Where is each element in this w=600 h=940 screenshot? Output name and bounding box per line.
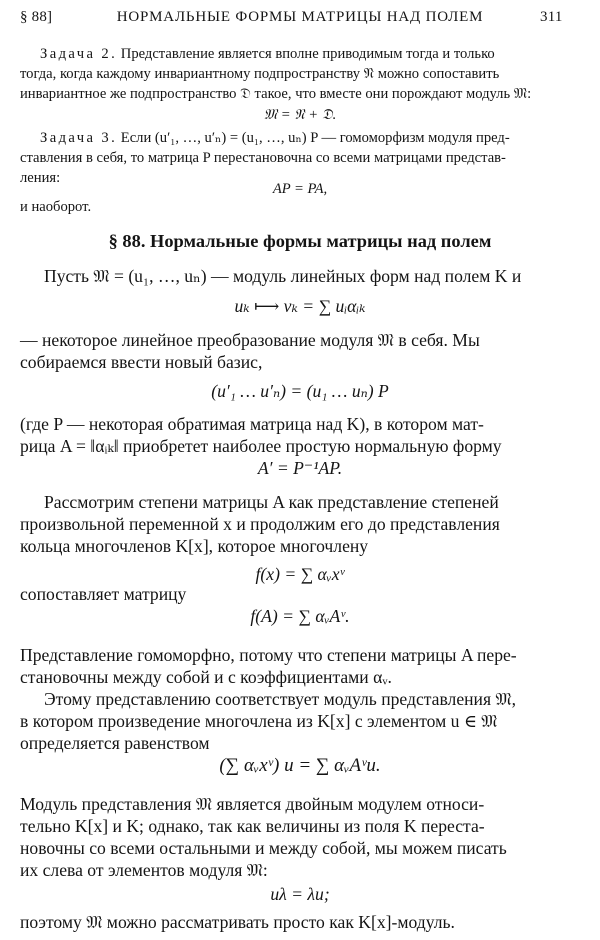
p1-line-4: (где P — некоторая обратимая матрица над K), в котором мат-	[20, 414, 484, 434]
formula-new-basis: (u′₁ … u′ₙ) = (u₁ … uₙ) P	[211, 381, 389, 401]
p5-line-3: новочны со всеми остальными и между собой, мы можем писать	[20, 838, 507, 858]
p5-line-1: Модуль представления 𝔐 является двойным модулем относи-	[20, 794, 485, 814]
section-heading: § 88. Нормальные формы матрицы над полем	[108, 231, 492, 251]
p3-line-1: Представление гомоморфно, потому что степени матрицы A пере-	[20, 645, 517, 665]
task2-line-1: Задача 2. Представление является вполне приводимым тогда и только	[40, 46, 495, 62]
task3-line-4: и наоборот.	[20, 199, 92, 215]
formula-transformation: uₖ ⟼ vₖ = ∑ uᵢαᵢₖ	[234, 296, 366, 316]
task3-line-3: ления:	[20, 170, 61, 186]
task3-line-2: ставления в себя, то матрица P перестановочна со всеми матрицами представ-	[20, 150, 506, 166]
p1-line-1: Пусть 𝔐 = (u₁, …, uₙ) — модуль линейных форм над полем K и	[44, 266, 522, 286]
task2-formula: 𝔐 = 𝔑 + 𝔇.	[263, 107, 337, 123]
p2-line-4: сопоставляет матрицу	[20, 584, 187, 604]
header-running-title: НОРМАЛЬНЫЕ ФОРМЫ МАТРИЦЫ НАД ПОЛЕМ	[116, 9, 484, 25]
task3-label: Задача 3.	[40, 130, 118, 146]
p3-line-2: становочны между собой и с коэффициентами αᵥ.	[20, 667, 392, 687]
header-page-number: 311	[540, 9, 563, 25]
task2-line-3: инвариантное же подпространство 𝔇 такое, что вместе они порождают модуль 𝔐:	[20, 86, 532, 102]
formula-commute: uλ = λu;	[270, 884, 330, 904]
p4-line-3: определяется равенством	[20, 733, 210, 753]
p1-line-5: рица A = ‖αᵢₖ‖ приобретет наиболее простую нормальную форму	[20, 436, 502, 456]
task2-line-2: тогда, когда каждому инвариантному подпространству 𝔑 можно сопоставить	[20, 66, 500, 82]
task2-label: Задача 2.	[40, 46, 118, 62]
p4-line-2: в котором произведение многочлена из K[x] с элементом u ∈ 𝔐	[20, 711, 498, 731]
task3-formula: AP = PA,	[272, 181, 328, 197]
header-section-mark: § 88]	[20, 9, 53, 25]
p1-line-2: — некоторое линейное преобразование модуля 𝔐 в себя. Мы	[20, 330, 480, 350]
p2-line-2: произвольной переменной x и продолжим его до представления	[20, 514, 500, 534]
task3-line-1: Задача 3. Если (u′₁, …, u′ₙ) = (u₁, …, uₙ) P — гомоморфизм модуля пред-	[40, 130, 510, 146]
p4-line-1: Этому представлению соответствует модуль представления 𝔐,	[44, 689, 517, 709]
p2-line-3: кольца многочленов K[x], которое многочлену	[20, 536, 369, 556]
p1-line-3: собираемся ввести новый базис,	[20, 352, 263, 372]
formula-module-product: (∑ αᵥxᵛ) u = ∑ αᵥAᵛu.	[219, 755, 381, 776]
formula-normal-form: A′ = P⁻¹AP.	[257, 458, 343, 478]
p5-line-2: тельно K[x] и K; однако, так как величины из поля K переста-	[20, 816, 485, 836]
p5-line-4: их слева от элементов модуля 𝔐:	[20, 860, 268, 880]
formula-matrix-polynomial: f(A) = ∑ αᵥAᵛ.	[250, 606, 350, 626]
formula-polynomial: f(x) = ∑ αᵥxᵛ	[255, 564, 345, 584]
p5-line-5: поэтому 𝔐 можно рассматривать просто как K[x]-модуль.	[20, 912, 455, 932]
p2-line-1: Рассмотрим степени матрицы A как представление степеней	[44, 492, 499, 512]
